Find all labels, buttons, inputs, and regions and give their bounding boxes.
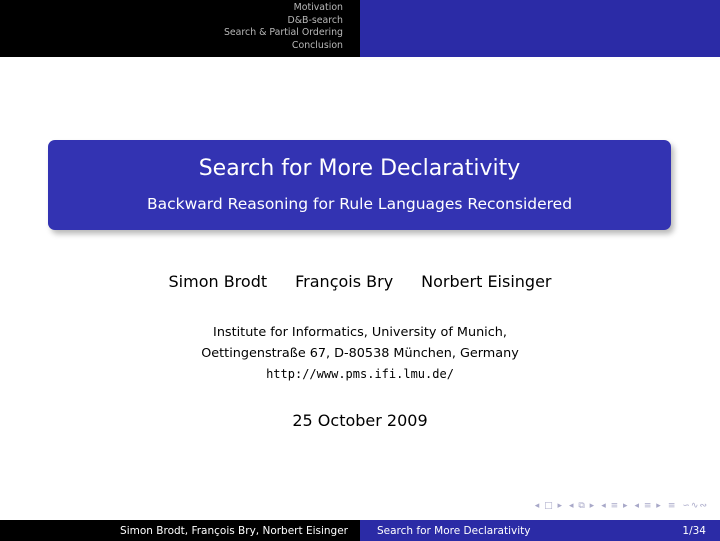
align-icon[interactable]: ≡ [667,501,677,511]
section-link-motivation[interactable]: Motivation [293,2,343,13]
footer-title: Search for More Declarativity [377,524,531,537]
section-navigation-panel [0,0,360,57]
subsection-panel [360,0,720,57]
institute-address: Oettingenstraße 67, D-80538 München, Germany [201,346,519,361]
footer-authors-panel [0,520,360,541]
beamer-navigation-symbols [535,501,708,511]
author-name: François Bry [295,272,394,291]
subsection-nav-icon[interactable]: ◂ ⧉ ▸ [569,501,596,511]
presentation-subtitle: Backward Reasoning for Rule Languages Reconsidered [146,195,573,213]
footer-authors: Simon Brodt, François Bry, Norbert Eisinger [120,524,348,537]
author-name: Simon Brodt [168,272,268,291]
section-nav-icon[interactable]: ◂ ≡ ▸ [601,501,629,511]
search-icon[interactable]: ∽∿∾ [682,501,708,511]
section-link-db-search[interactable]: D&B-search [287,14,343,26]
footer-title-panel [360,520,720,541]
presentation-title: Search for More Declarativity [198,156,521,181]
document-nav-icon[interactable]: ◂ ≡ ▸ [634,501,662,511]
page-number: 1/34 [682,524,706,537]
frame-nav-icon[interactable]: ◂ □ ▸ [534,501,564,511]
footer-bar [0,520,720,541]
top-navigation-bar [0,0,720,57]
section-link-conclusion[interactable]: Conclusion [291,39,343,51]
section-list [224,2,343,52]
title-box [48,140,671,230]
presentation-date: 25 October 2009 [292,411,428,430]
institute-block [0,322,720,385]
institute-url[interactable]: http://www.pms.ifi.lmu.de/ [266,367,454,381]
author-list [0,272,720,291]
institute-name: Institute for Informatics, University of Munich, [213,325,507,340]
section-link-search-partial-ordering[interactable]: Search & Partial Ordering [223,27,343,39]
author-name: Norbert Eisinger [421,272,552,291]
